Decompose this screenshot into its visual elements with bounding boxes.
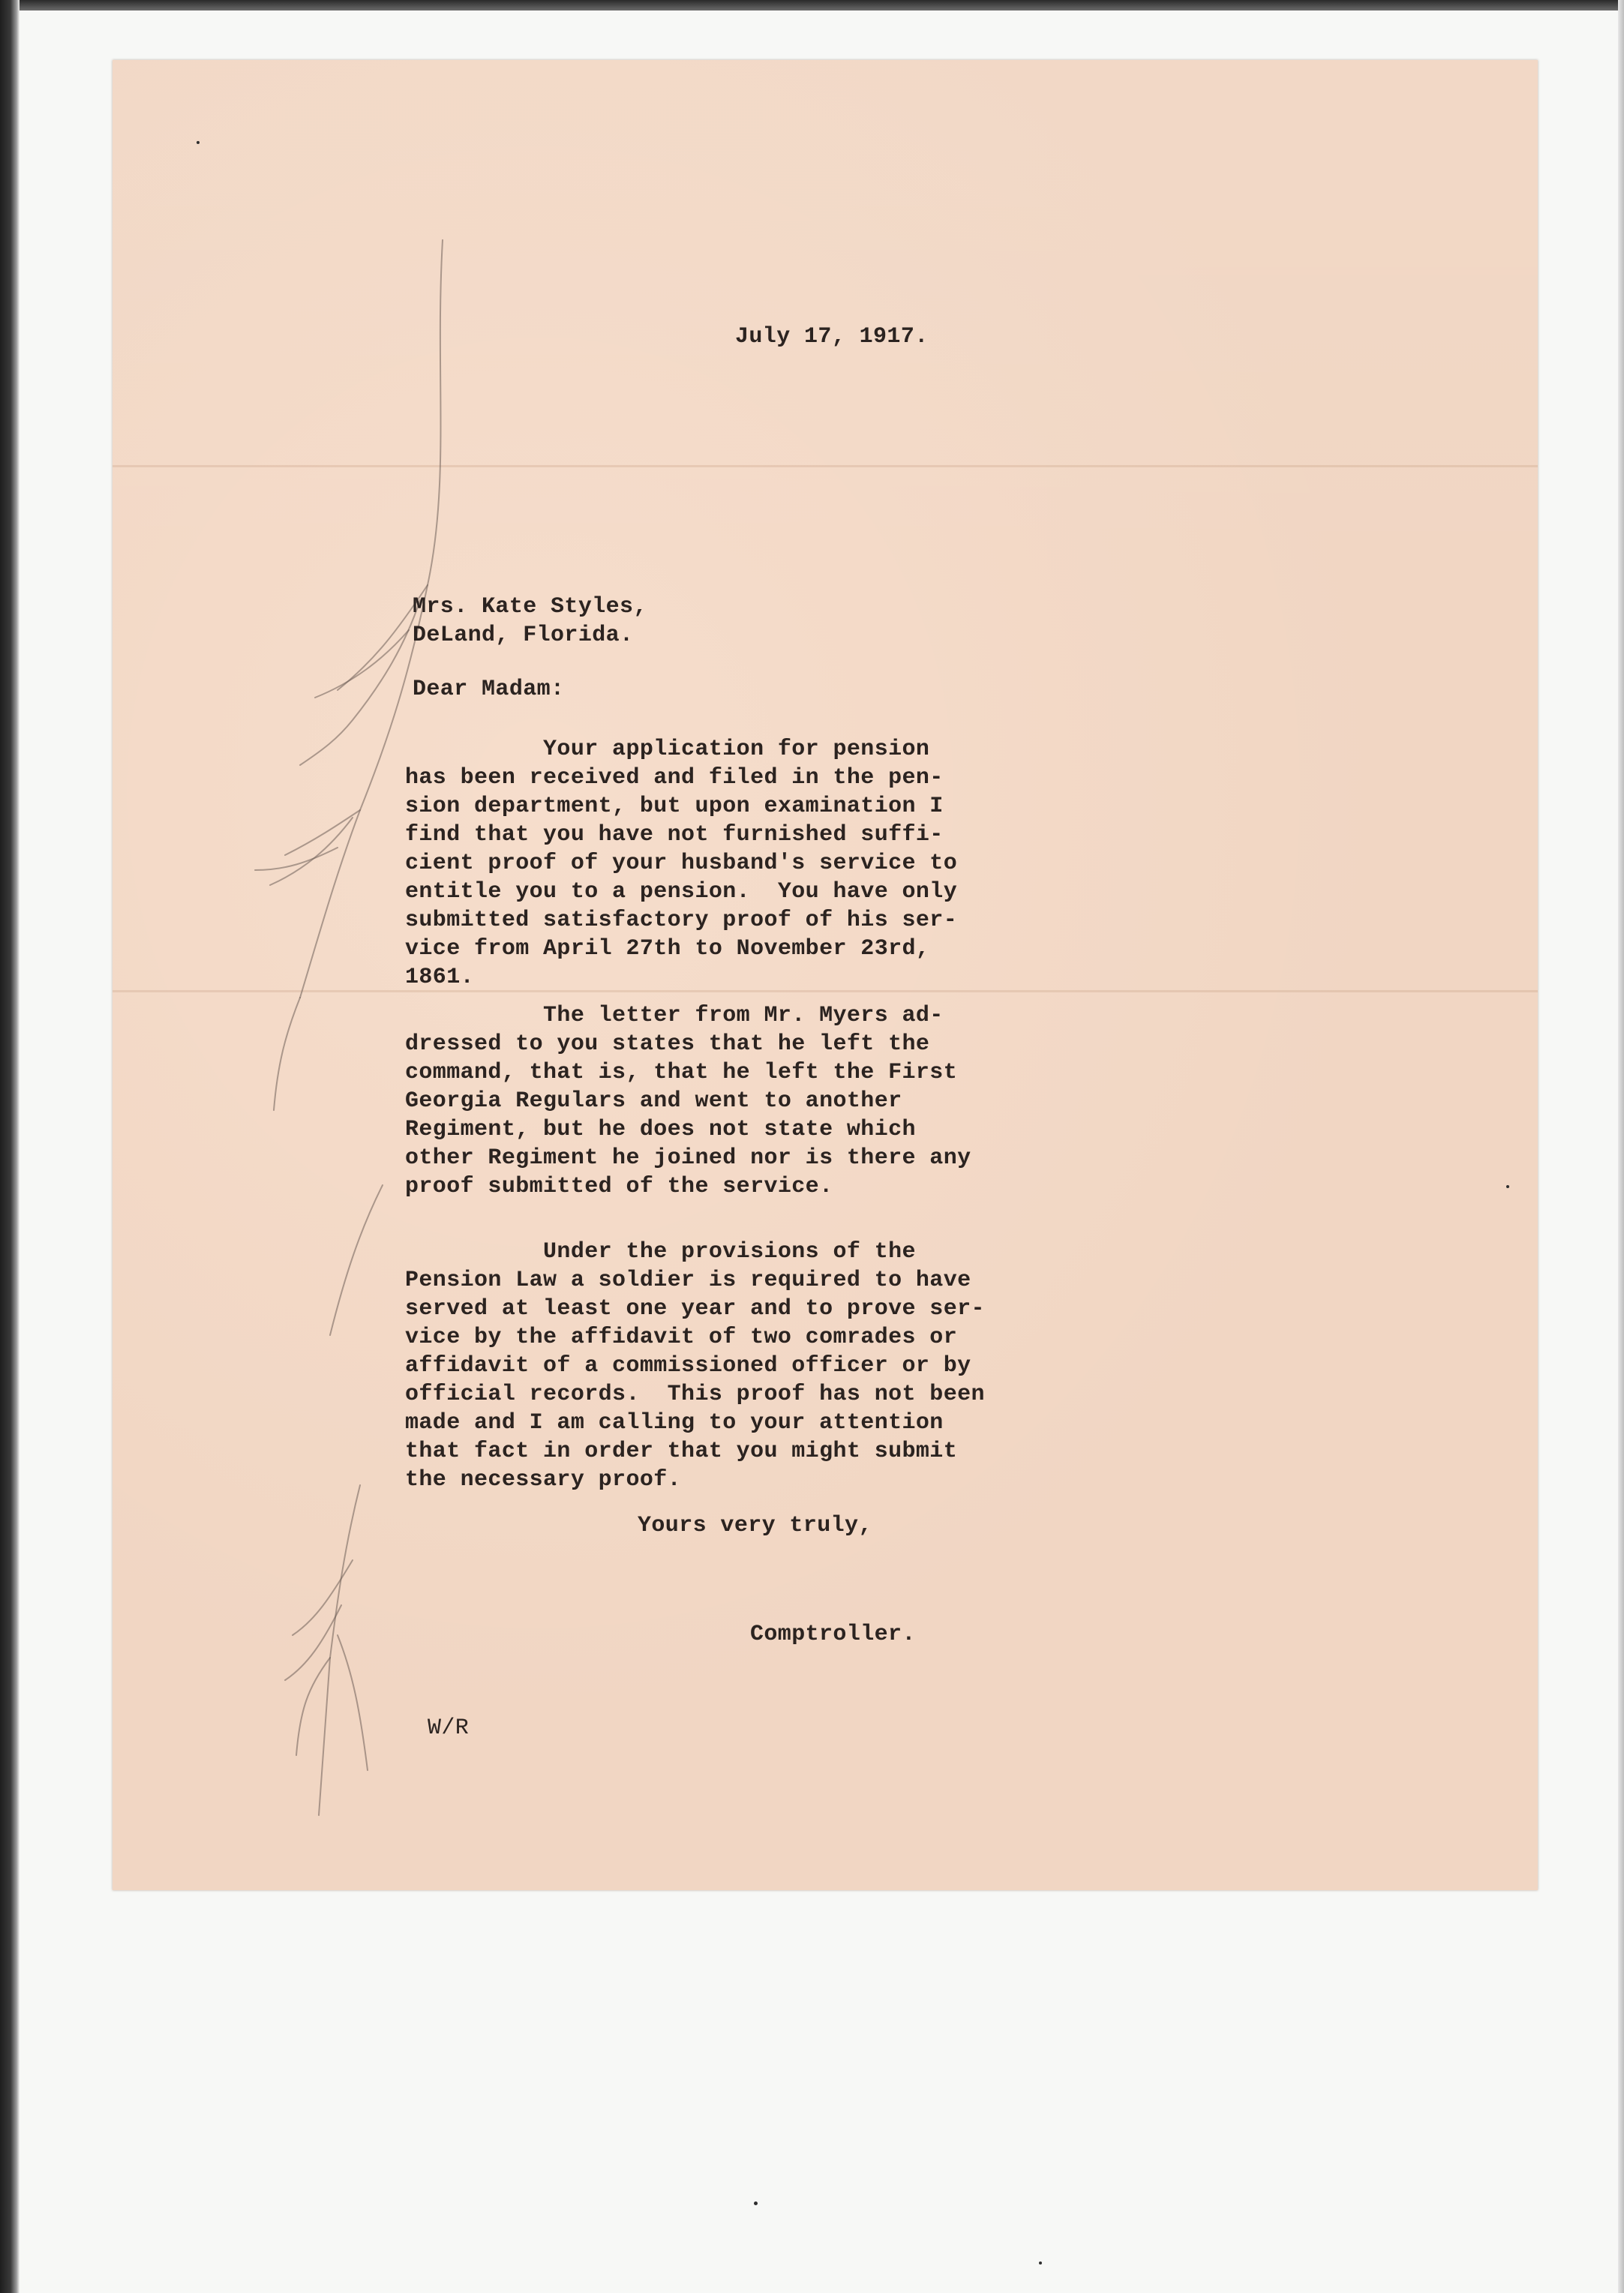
paragraph-line: Under the provisions of the (405, 1239, 916, 1265)
paragraph-line: dressed to you states that he left the (405, 1031, 930, 1057)
paragraph-2 (405, 1001, 971, 1201)
dust-speck (754, 2201, 758, 2205)
paragraph-line: Pension Law a soldier is required to have (405, 1268, 971, 1293)
paragraph-line: served at least one year and to prove ser- (405, 1296, 985, 1322)
dust-speck (197, 141, 200, 144)
paragraph-line: made and I am calling to your attention (405, 1410, 944, 1436)
scanner-edge-top (0, 0, 1624, 11)
paragraph-line: affidavit of a commissioned officer or by (405, 1353, 971, 1379)
paragraph-line: Your application for pension (405, 737, 930, 762)
paragraph-line: the necessary proof. (405, 1467, 682, 1493)
paragraph-line: entitle you to a pension. You have only (405, 879, 958, 905)
paragraph-line: vice by the affidavit of two comrades or (405, 1325, 958, 1350)
dust-speck (1039, 2261, 1042, 2264)
letter-date: July 17, 1917. (735, 324, 929, 350)
paragraph-line: official records. This proof has not been (405, 1382, 985, 1407)
recipient-name: Mrs. Kate Styles, (413, 594, 647, 620)
paragraph-line: cient proof of your husband's service to (405, 851, 958, 876)
paragraph-line: 1861. (405, 965, 475, 990)
paragraph-line: has been received and filed in the pen- (405, 765, 944, 791)
paragraph-line: command, that is, that he left the First (405, 1060, 958, 1085)
paragraph-line: other Regiment he joined nor is there any (405, 1145, 971, 1171)
typist-initials: W/R (428, 1715, 470, 1741)
closing: Yours very truly, (638, 1513, 872, 1538)
paragraph-line: Regiment, but he does not state which (405, 1117, 916, 1142)
scanner-edge-right (1618, 0, 1624, 2293)
paragraph-3 (405, 1238, 985, 1494)
paragraph-line: sion department, but upon examination I (405, 794, 944, 819)
scanner-edge-left (0, 0, 20, 2293)
paragraph-line: vice from April 27th to November 23rd, (405, 936, 930, 962)
paragraph-line: that fact in order that you might submit (405, 1439, 958, 1464)
recipient-city: DeLand, Florida. (413, 623, 634, 648)
dust-speck (1506, 1185, 1509, 1188)
paragraph-line: submitted satisfactory proof of his ser- (405, 908, 958, 933)
paragraph-line: find that you have not furnished suffi- (405, 822, 944, 848)
salutation: Dear Madam: (413, 677, 565, 702)
recipient-address (413, 593, 647, 650)
fold-line (113, 465, 1538, 467)
signer-title: Comptroller. (750, 1622, 916, 1647)
paragraph-line: proof submitted of the service. (405, 1174, 833, 1199)
paragraph-1 (405, 735, 957, 992)
paragraph-line: The letter from Mr. Myers ad- (405, 1003, 944, 1028)
paragraph-line: Georgia Regulars and went to another (405, 1088, 902, 1114)
